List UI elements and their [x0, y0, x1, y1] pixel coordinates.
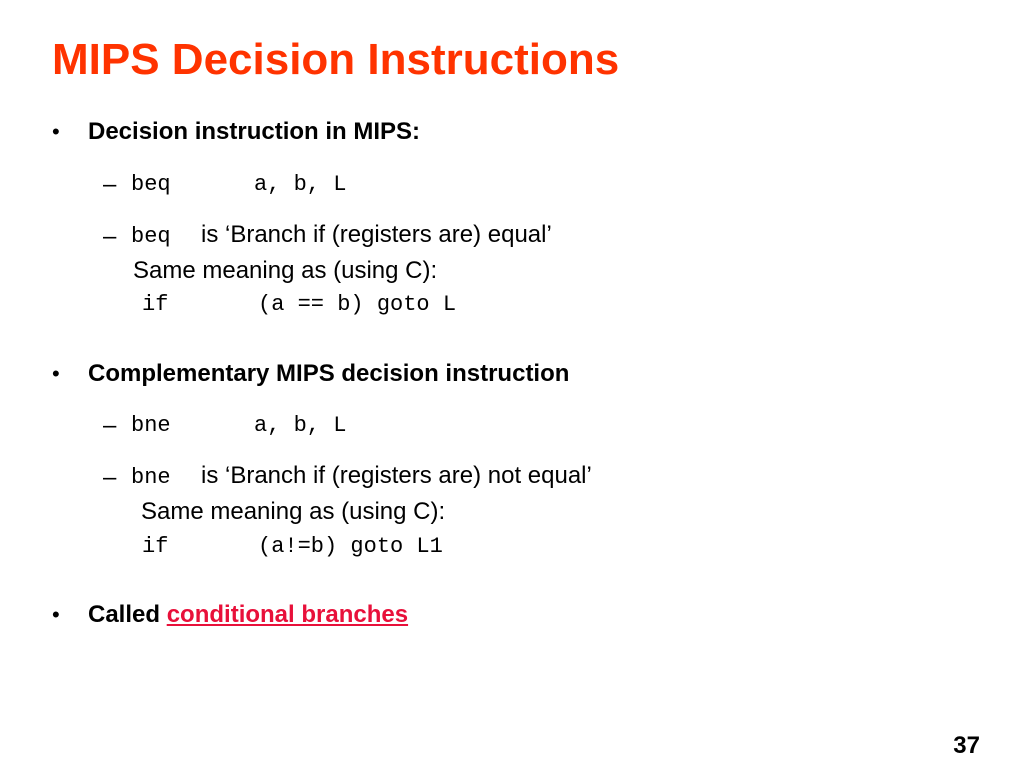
bullet-marker: • [52, 119, 60, 144]
operands-bne: a, b, L [254, 413, 347, 438]
sub-dash: – [103, 171, 117, 198]
conditional-branches-link[interactable]: conditional branches [166, 601, 409, 628]
mnemonic-bne-inline: bne [131, 465, 171, 490]
mnemonic-beq-inline: beq [131, 224, 171, 249]
mnemonic-bne: bne [131, 413, 171, 438]
mnemonic-beq: beq [131, 172, 171, 197]
operands-beq: a, b, L [254, 172, 347, 197]
bullet-heading-decision: Decision instruction in MIPS: [88, 118, 421, 145]
bullet-marker: • [52, 602, 60, 627]
bne-c-meaning: Same meaning as (using C): [141, 498, 446, 525]
slide-title: MIPS Decision Instructions [52, 35, 620, 84]
bullet-marker: • [52, 361, 60, 386]
beq-c-code: (a == b) goto L [258, 292, 457, 317]
page-number: 37 [953, 732, 980, 759]
bne-c-code: (a!=b) goto L1 [258, 534, 443, 559]
sub-dash: – [103, 412, 117, 439]
beq-description: is ‘Branch if (registers are) equal’ [201, 221, 552, 248]
sub-dash: – [103, 223, 117, 250]
sub-dash: – [103, 464, 117, 491]
beq-c-meaning: Same meaning as (using C): [133, 257, 438, 284]
bne-description: is ‘Branch if (registers are) not equal’ [201, 462, 592, 489]
called-label: Called [88, 601, 161, 628]
bullet-heading-called [88, 600, 408, 630]
bne-c-keyword: if [142, 534, 169, 559]
beq-c-keyword: if [142, 292, 169, 317]
bullet-heading-complementary: Complementary MIPS decision instruction [88, 360, 570, 387]
